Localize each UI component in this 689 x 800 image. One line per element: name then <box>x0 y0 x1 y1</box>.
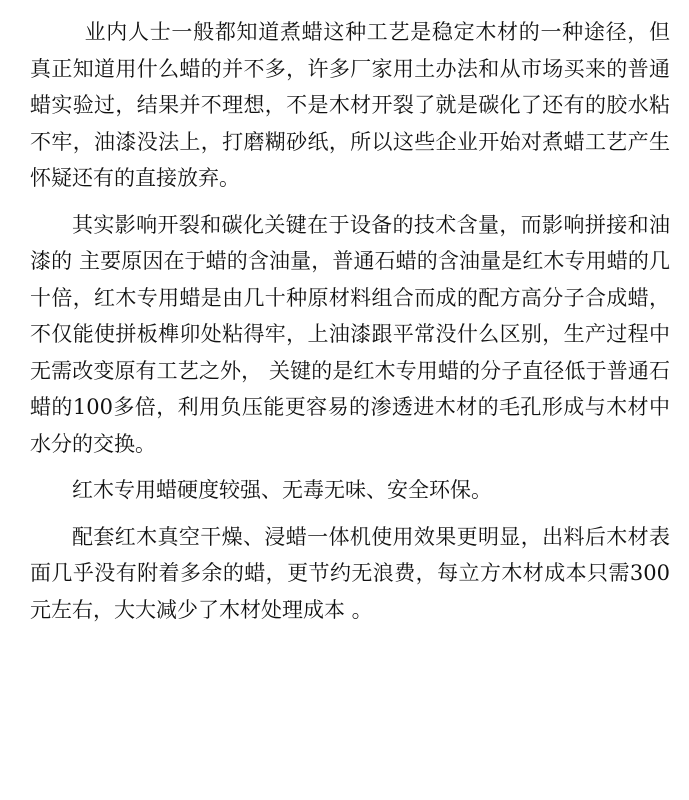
paragraph-cracking-and-oil-content: 其实影响开裂和碳化关键在于设备的技术含量，而影响拼接和油漆的 主要原因在于蜡的含油量，普通石蜡的含油量是红木专用蜡的几十倍，红木专用蜡是由几十种原材料组合而成的配方高分子合成蜡，不仅能使拼板榫卯处粘得牢，上油漆跟平常没什么区别，生产过程中无需改变原有工艺之外， 关键的是红木专用蜡的分子直径低于普通石蜡的100多倍，利用负压能更容易的渗透进木材的毛孔形成与木材中水分的交换。 <box>30 212 670 456</box>
paragraph-wax-boiling-intro: 业内人士一般都知道煮蜡这种工艺是稳定木材的一种途径，但真正知道用什么蜡的并不多，许多厂家用土办法和从市场买来的普通蜡实验过，结果并不理想，不是木材开裂了就是碳化了还有的胶水粘不牢，油漆没法上，打磨糊砂纸，所以这些企业开始对煮蜡工艺产生怀疑还有的直接放弃。 <box>30 20 670 190</box>
paragraph-vacuum-machine: 配套红木真空干燥、浸蜡一体机使用效果更明显，出料后木材表面几乎没有附着多余的蜡，更节约无浪费，每立方木材成本只需300元左右，大大减少了木材处理成本 。 <box>30 524 670 622</box>
paragraph-wax-properties: 红木专用蜡硬度较强、无毒无味、安全环保。 <box>72 478 492 502</box>
document-body <box>30 14 670 628</box>
